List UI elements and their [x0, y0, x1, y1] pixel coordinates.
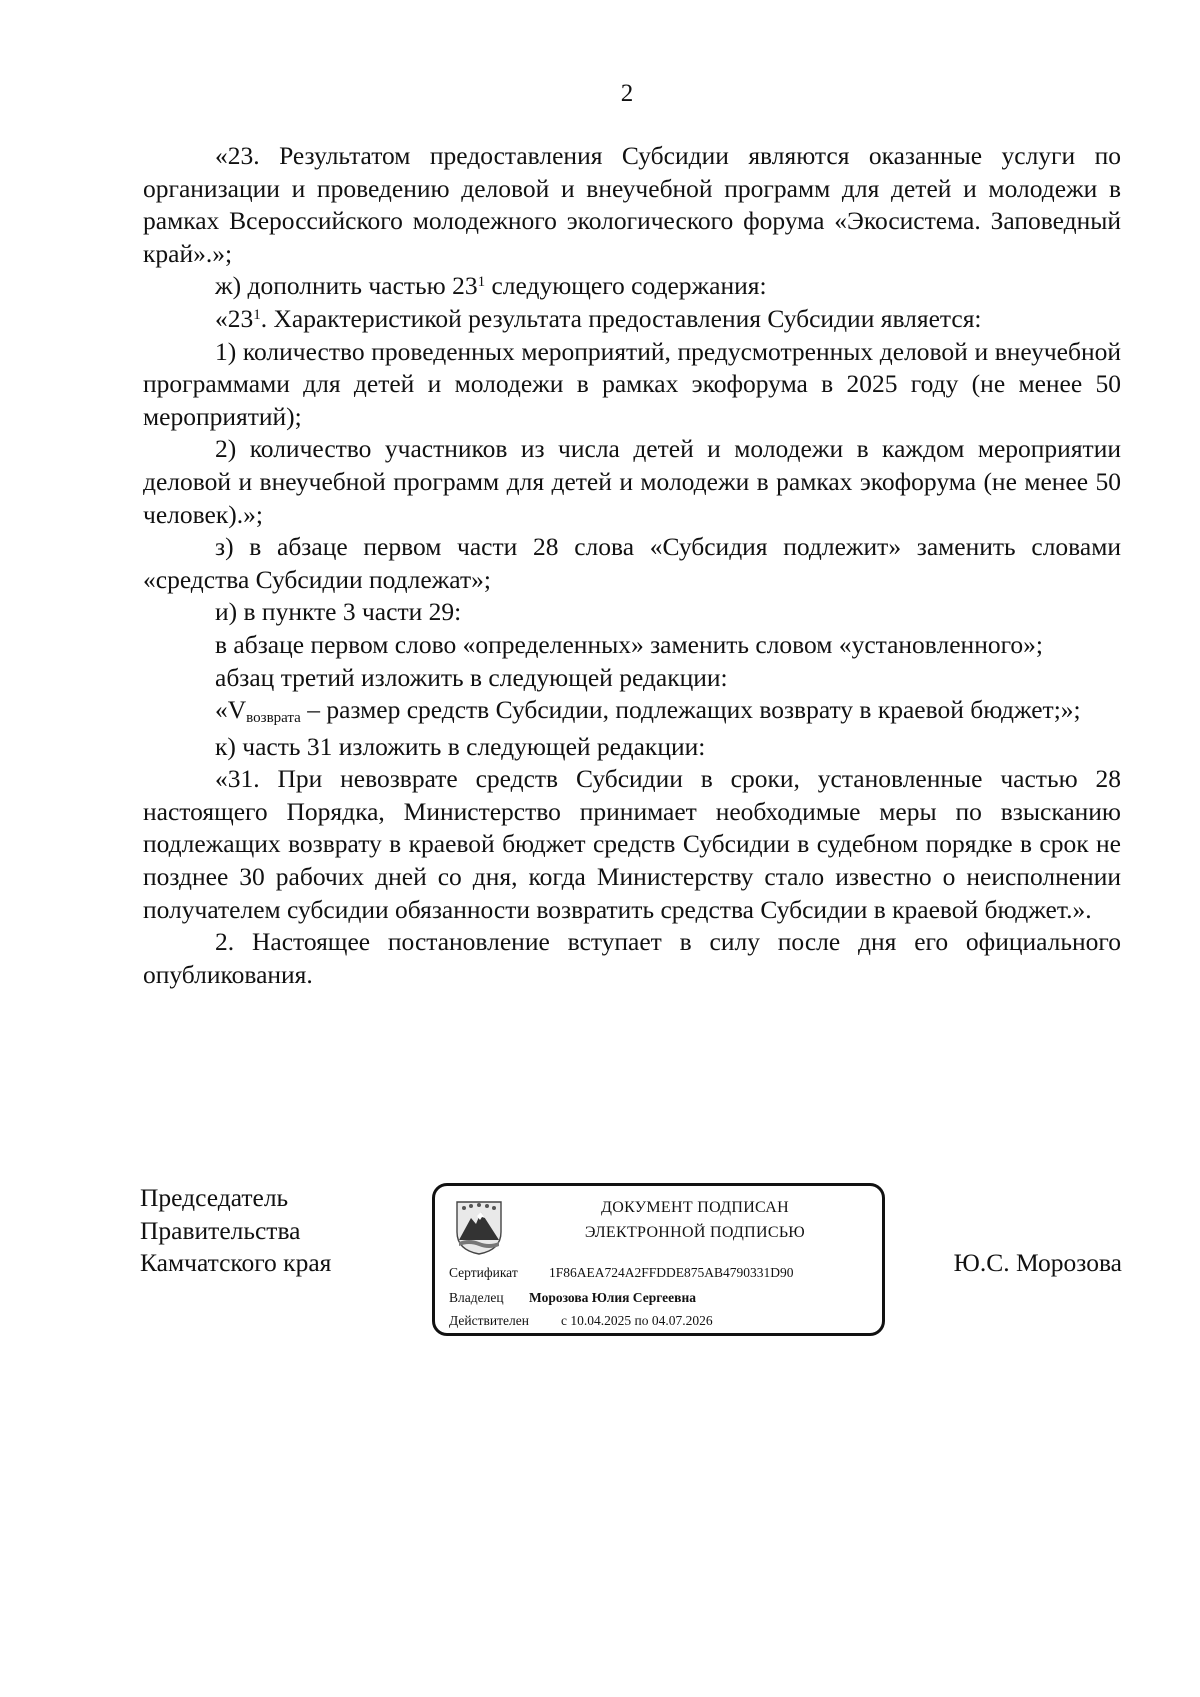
- paragraph-nonreturn: «31. При невозврате средств Субсидии в сроки, установленные частью 28 настоящего Порядка, Министерство принимает необходимые меры по взысканию подлежащих возврату в краевой бюджет средств Субсидии в судебном порядке в срок не позднее 30 рабочих дней со дня, когда Министерству стало известно о неисполнении получателем субсидии обязанности возвратить средства Субсидии в краевой бюджет.».: [143, 764, 1121, 924]
- text-fragment: – размер средств Субсидии, подлежащих возврату в краевой бюджет;»;: [300, 695, 1081, 725]
- owner-value: Морозова Юлия Сергеевна: [529, 1290, 696, 1305]
- signer-position-line: Председатель: [140, 1183, 289, 1212]
- kamchatka-coat-of-arms-icon: [449, 1198, 509, 1256]
- superscript: 1: [477, 274, 486, 291]
- electronic-signature-stamp: [432, 1183, 885, 1336]
- text-fragment: . Характеристикой результата предоставления Субсидии является:: [260, 303, 982, 333]
- certificate-value: 1F86AEA724A2FFDDE875AB4790331D90: [549, 1265, 794, 1280]
- validity-value: с 10.04.2025 по 04.07.2026: [561, 1313, 713, 1328]
- text-fragment: «23: [215, 303, 254, 333]
- subscript: возврата: [246, 710, 301, 727]
- owner-label: Владелец: [449, 1290, 504, 1305]
- paragraph-result: «23. Результатом предоставления Субсидии являются оказанные услуги по организации и проведению деловой и внеучебной программ для детей и молодежи в рамках Всероссийского молодежного экологического форума «Экосистема. Заповедный край».»;: [143, 141, 1121, 268]
- paragraph-first-abzac: в абзаце первом слово «определенных» заменить словом «установленного»;: [215, 629, 1044, 659]
- document-body: [143, 140, 1121, 991]
- paragraph-v-definition: [143, 694, 1121, 731]
- stamp-owner-row: [449, 1290, 696, 1306]
- text-fragment: «V: [215, 695, 247, 725]
- paragraph-item-1: 1) количество проведенных мероприятий, предусмотренных деловой и внеучебной программами для детей и молодежи в рамках экофорума в 2025 году (не менее 50 мероприятий);: [143, 336, 1121, 431]
- signer-position-line: Камчатского края: [140, 1248, 332, 1278]
- certificate-label: Сертификат: [449, 1265, 518, 1280]
- stamp-certificate-row: [449, 1265, 794, 1281]
- stamp-title: ДОКУМЕНТ ПОДПИСАН: [601, 1199, 789, 1216]
- signer-name: Ю.С. Морозова: [953, 1248, 1122, 1277]
- paragraph-third-abzac: абзац третий изложить в следующей редакции:: [215, 662, 728, 692]
- text-fragment: ж) дополнить частью 23: [215, 271, 478, 301]
- validity-label: Действителен: [449, 1313, 529, 1328]
- paragraph-effective: 2. Настоящее постановление вступает в силу после дня его официального опубликования.: [143, 927, 1121, 989]
- paragraph-add-part: [143, 270, 1121, 303]
- stamp-validity-row: [449, 1313, 713, 1329]
- stamp-subtitle: ЭЛЕКТРОННОЙ ПОДПИСЬЮ: [584, 1224, 806, 1241]
- signer-position-line: Правительства: [140, 1215, 301, 1245]
- paragraph-characteristic: [143, 303, 1121, 336]
- paragraph-part-29: и) в пункте 3 части 29:: [215, 597, 462, 627]
- signer-position: [140, 1182, 331, 1280]
- text-fragment: следующего содержания:: [491, 271, 767, 301]
- paragraph-item-2: 2) количество участников из числа детей и молодежи в каждом мероприятии деловой и внеучебной программ для детей и молодежи в рамках экофорума (не менее 50 человек).»;: [143, 434, 1121, 529]
- superscript: 1: [253, 306, 261, 323]
- page-number: 2: [620, 80, 634, 107]
- paragraph-part-28: з) в абзаце первом части 28 слова «Субсидия подлежит» заменить словами «средства Субсидии подлежат»;: [143, 532, 1121, 594]
- paragraph-part-31: к) часть 31 изложить в следующей редакции:: [215, 731, 706, 761]
